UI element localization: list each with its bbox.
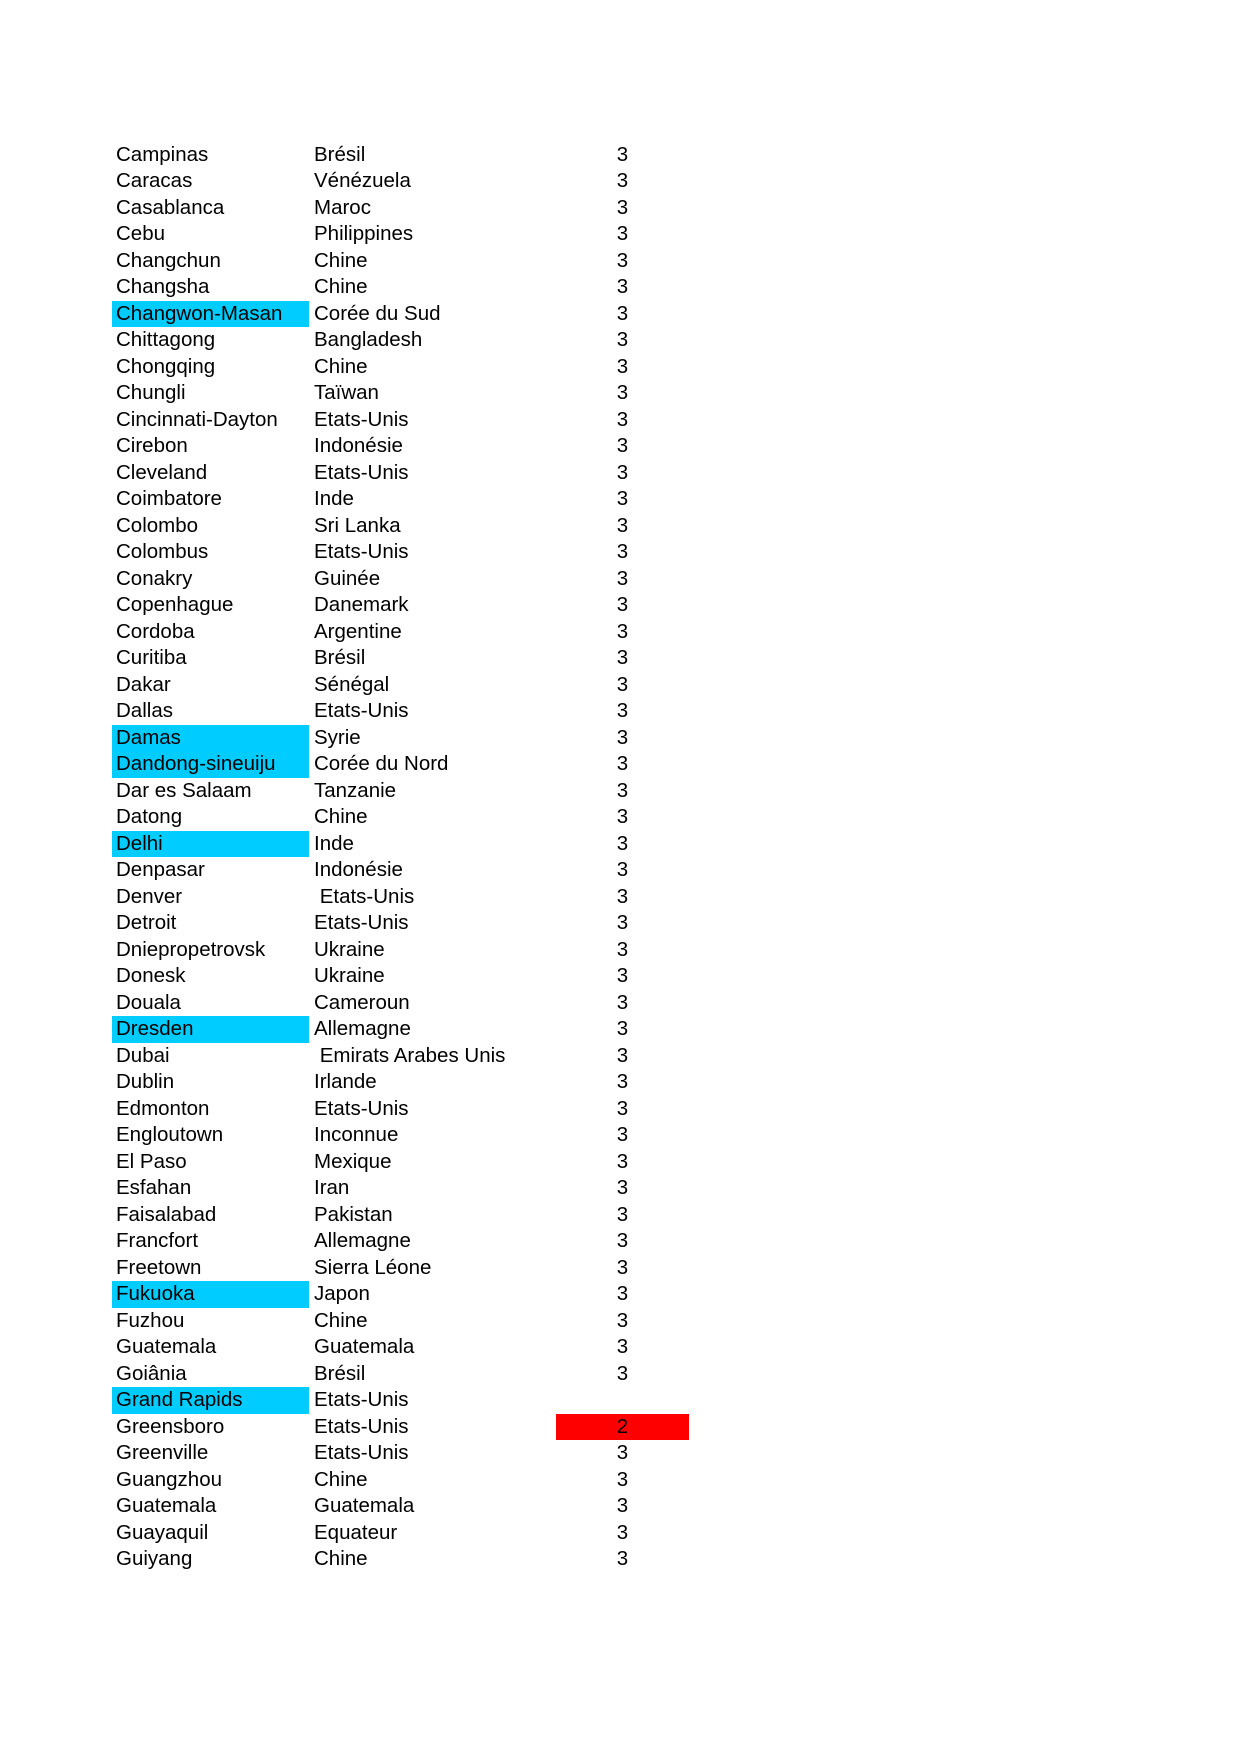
country-cell: Chine (314, 1308, 368, 1332)
table-row (0, 301, 1241, 328)
value-cell: 3 (616, 990, 629, 1014)
city-cell: Cincinnati-Dayton (116, 407, 278, 431)
value-cell: 3 (616, 407, 629, 431)
table-row (0, 142, 1241, 169)
country-cell: Cameroun (314, 990, 410, 1014)
country-cell: Etats-Unis (314, 1388, 409, 1411)
table-row (0, 1414, 1241, 1441)
city-cell: Changchun (116, 248, 221, 272)
value-cell: 3 (616, 699, 629, 722)
city-cell: Cleveland (116, 460, 208, 484)
table-row (0, 513, 1241, 540)
table-row (0, 1069, 1241, 1096)
value-cell: 3 (616, 1229, 629, 1252)
table-row (0, 195, 1241, 222)
table-row (0, 433, 1241, 460)
table-row (0, 910, 1241, 937)
value-cell: 3 (616, 142, 629, 166)
city-cell: Caracas (116, 169, 193, 192)
country-cell: Sierra Léone (314, 1255, 432, 1279)
country-cell: Mexique (314, 1149, 392, 1173)
city-cell: Denver (116, 884, 183, 908)
table-row (0, 460, 1241, 487)
city-cell: Grand Rapids (112, 1387, 309, 1414)
city-cell: Coimbatore (116, 487, 222, 510)
country-cell: Indonésie (314, 434, 403, 457)
value-cell: 3 (616, 1282, 629, 1305)
country-cell: Equateur (314, 1520, 398, 1544)
country-cell: Indonésie (314, 858, 403, 881)
table-row (0, 1043, 1241, 1070)
value-cell: 3 (616, 619, 629, 643)
country-cell: Etats-Unis (314, 407, 409, 431)
city-cell: El Paso (116, 1149, 187, 1173)
value-cell: 3 (616, 1308, 629, 1332)
table-row (0, 1440, 1241, 1467)
city-cell: Greensboro (116, 1414, 225, 1438)
table-row (0, 354, 1241, 381)
table-row (0, 1149, 1241, 1176)
table-row (0, 751, 1241, 778)
table-row (0, 380, 1241, 407)
country-cell: Vénézuela (314, 169, 411, 192)
country-cell: Ukraine (314, 964, 385, 987)
city-cell: Fukuoka (112, 1281, 309, 1308)
value-cell: 3 (616, 1494, 629, 1517)
city-cell: Damas (112, 725, 309, 752)
city-cell: Donesk (116, 964, 186, 987)
table-row (0, 1281, 1241, 1308)
city-cell: Copenhague (116, 593, 234, 616)
table-row (0, 539, 1241, 566)
city-cell: Chittagong (116, 328, 216, 351)
value-cell: 3 (616, 778, 629, 802)
country-cell: Inde (314, 831, 354, 855)
value-cell: 3 (616, 566, 629, 590)
country-cell: Chine (314, 248, 368, 272)
city-cell: Dakar (116, 672, 171, 696)
country-cell: Brésil (314, 142, 366, 166)
country-cell: Japon (314, 1282, 370, 1305)
country-cell: Philippines (314, 222, 414, 245)
city-cell: Casablanca (116, 195, 225, 219)
value-cell: 3 (616, 1441, 629, 1464)
country-cell: Ukraine (314, 937, 385, 961)
value-cell: 3 (616, 646, 629, 669)
table-row (0, 963, 1241, 990)
table-row (0, 221, 1241, 248)
table-row (0, 672, 1241, 699)
table-row (0, 831, 1241, 858)
value-cell: 3 (616, 1123, 629, 1146)
country-cell: Syrie (314, 725, 361, 749)
city-cell: Guayaquil (116, 1520, 209, 1544)
table-row (0, 857, 1241, 884)
value-cell: 3 (616, 1096, 629, 1120)
city-cell: Faisalabad (116, 1202, 217, 1226)
city-cell: Douala (116, 990, 181, 1014)
country-cell: Etats-Unis (314, 540, 409, 563)
city-cell: Guiyang (116, 1547, 193, 1570)
value-cell: 3 (616, 964, 629, 987)
value-cell: 3 (616, 169, 629, 192)
value-cell: 3 (616, 460, 629, 484)
city-cell: Denpasar (116, 858, 205, 881)
value-cell: 3 (616, 1017, 629, 1040)
country-cell: Corée du Sud (314, 301, 441, 325)
city-cell: Guatemala (116, 1494, 217, 1517)
country-cell: Etats-Unis (314, 1441, 409, 1464)
country-cell: Chine (314, 354, 368, 378)
table-row (0, 592, 1241, 619)
value-cell: 3 (616, 725, 629, 749)
country-cell: Maroc (314, 195, 371, 219)
value-cell: 3 (616, 487, 629, 510)
country-cell: Etats-Unis (314, 460, 409, 484)
city-cell: Guangzhou (116, 1467, 223, 1491)
table-row (0, 1467, 1241, 1494)
country-cell: Brésil (314, 1361, 366, 1385)
table-row (0, 1520, 1241, 1547)
country-cell: Corée du Nord (314, 752, 449, 775)
value-cell: 3 (616, 752, 629, 775)
city-cell: Engloutown (116, 1123, 224, 1146)
country-cell: Guatemala (314, 1494, 415, 1517)
table-row (0, 248, 1241, 275)
country-cell: Guinée (314, 566, 381, 590)
city-cell: Cebu (116, 222, 166, 245)
city-cell: Colombus (116, 540, 209, 563)
country-cell: Etats-Unis (314, 911, 409, 934)
value-cell: 3 (616, 301, 629, 325)
table-row (0, 698, 1241, 725)
city-cell: Delhi (112, 831, 309, 858)
country-cell: Etats-Unis (314, 884, 415, 908)
country-cell: Etats-Unis (314, 699, 409, 722)
city-cell: Edmonton (116, 1096, 210, 1120)
table-row (0, 1334, 1241, 1361)
country-cell: Inde (314, 487, 354, 510)
value-cell: 3 (616, 222, 629, 245)
city-cell: Dresden (112, 1016, 309, 1043)
country-cell: Taïwan (314, 381, 379, 404)
country-cell: Argentine (314, 619, 402, 643)
city-cell: Datong (116, 805, 183, 828)
value-cell: 3 (616, 1361, 629, 1385)
city-cell: Cordoba (116, 619, 195, 643)
value-cell: 3 (616, 381, 629, 404)
value-cell: 3 (616, 1202, 629, 1226)
value-cell: 2 (556, 1414, 689, 1441)
table-row (0, 486, 1241, 513)
city-cell: Curitiba (116, 646, 187, 669)
country-cell: Danemark (314, 593, 409, 616)
value-cell: 3 (616, 672, 629, 696)
city-cell: Fuzhou (116, 1308, 185, 1332)
value-cell: 3 (616, 513, 629, 537)
value-cell: 3 (616, 831, 629, 855)
country-cell: Emirats Arabes Unis (314, 1043, 506, 1067)
city-cell: Conakry (116, 566, 193, 590)
table-row (0, 1308, 1241, 1335)
value-cell: 3 (616, 540, 629, 563)
value-cell: 3 (616, 1176, 629, 1199)
value-cell: 3 (616, 858, 629, 881)
table-row (0, 566, 1241, 593)
table-row (0, 1387, 1241, 1414)
table-row (0, 778, 1241, 805)
value-cell: 3 (616, 1547, 629, 1570)
value-cell: 3 (616, 1335, 629, 1358)
city-cell: Colombo (116, 513, 199, 537)
country-cell: Etats-Unis (314, 1096, 409, 1120)
value-cell: 3 (616, 354, 629, 378)
city-cell: Greenville (116, 1441, 209, 1464)
table-row (0, 1122, 1241, 1149)
city-cell: Detroit (116, 911, 177, 934)
table-row (0, 327, 1241, 354)
country-cell: Tanzanie (314, 778, 397, 802)
value-cell: 3 (616, 195, 629, 219)
value-cell: 3 (616, 275, 629, 298)
city-cell: Francfort (116, 1229, 199, 1252)
table-row (0, 407, 1241, 434)
city-cell: Campinas (116, 142, 209, 166)
table-row (0, 937, 1241, 964)
value-cell: 3 (616, 884, 629, 908)
city-cell: Esfahan (116, 1176, 192, 1199)
table-row (0, 1175, 1241, 1202)
table-row (0, 1493, 1241, 1520)
value-cell: 3 (616, 1255, 629, 1279)
country-cell: Pakistan (314, 1202, 393, 1226)
value-cell (556, 1387, 689, 1414)
value-cell: 3 (616, 1467, 629, 1491)
table-row (0, 884, 1241, 911)
value-cell: 3 (616, 937, 629, 961)
value-cell: 3 (616, 434, 629, 457)
country-cell: Brésil (314, 646, 366, 669)
city-cell: Chungli (116, 381, 186, 404)
value-cell: 3 (616, 328, 629, 351)
value-cell: 3 (616, 593, 629, 616)
city-cell: Guatemala (116, 1335, 217, 1358)
country-cell: Inconnue (314, 1123, 399, 1146)
city-cell: Cirebon (116, 434, 188, 457)
city-cell: Freetown (116, 1255, 202, 1279)
table-row (0, 1255, 1241, 1282)
table-row (0, 274, 1241, 301)
table-row (0, 1228, 1241, 1255)
value-cell: 3 (616, 1520, 629, 1544)
country-cell: Allemagne (314, 1229, 411, 1252)
country-cell: Sri Lanka (314, 513, 401, 537)
country-cell: Chine (314, 1547, 368, 1570)
city-cell: Dublin (116, 1070, 175, 1093)
city-cell: Dar es Salaam (116, 778, 252, 802)
table-row (0, 804, 1241, 831)
country-cell: Bangladesh (314, 328, 423, 351)
country-cell: Etats-Unis (314, 1414, 409, 1438)
country-cell: Chine (314, 805, 368, 828)
value-cell: 3 (616, 1149, 629, 1173)
table-row (0, 1361, 1241, 1388)
country-cell: Iran (314, 1176, 350, 1199)
table-row (0, 168, 1241, 195)
table-row (0, 990, 1241, 1017)
city-cell: Goiânia (116, 1361, 187, 1385)
country-cell: Chine (314, 1467, 368, 1491)
country-cell: Chine (314, 275, 368, 298)
table-row (0, 1016, 1241, 1043)
country-cell: Sénégal (314, 672, 390, 696)
table-row (0, 645, 1241, 672)
value-cell: 3 (616, 911, 629, 934)
country-cell: Guatemala (314, 1335, 415, 1358)
city-cell: Dallas (116, 699, 173, 722)
city-cell: Changsha (116, 275, 210, 298)
city-cell: Dniepropetrovsk (116, 937, 266, 961)
country-cell: Irlande (314, 1070, 377, 1093)
table-row (0, 1546, 1241, 1573)
value-cell: 3 (616, 248, 629, 272)
city-cell: Dubai (116, 1043, 170, 1067)
city-cell: Chongqing (116, 354, 216, 378)
table-row (0, 619, 1241, 646)
value-cell: 3 (616, 1070, 629, 1093)
table-row (0, 725, 1241, 752)
table-row (0, 1096, 1241, 1123)
country-cell: Allemagne (314, 1017, 411, 1040)
city-cell: Dandong-sineuiju (112, 751, 309, 778)
value-cell: 3 (616, 1043, 629, 1067)
value-cell: 3 (616, 805, 629, 828)
table-row (0, 1202, 1241, 1229)
city-cell: Changwon-Masan (112, 301, 309, 328)
